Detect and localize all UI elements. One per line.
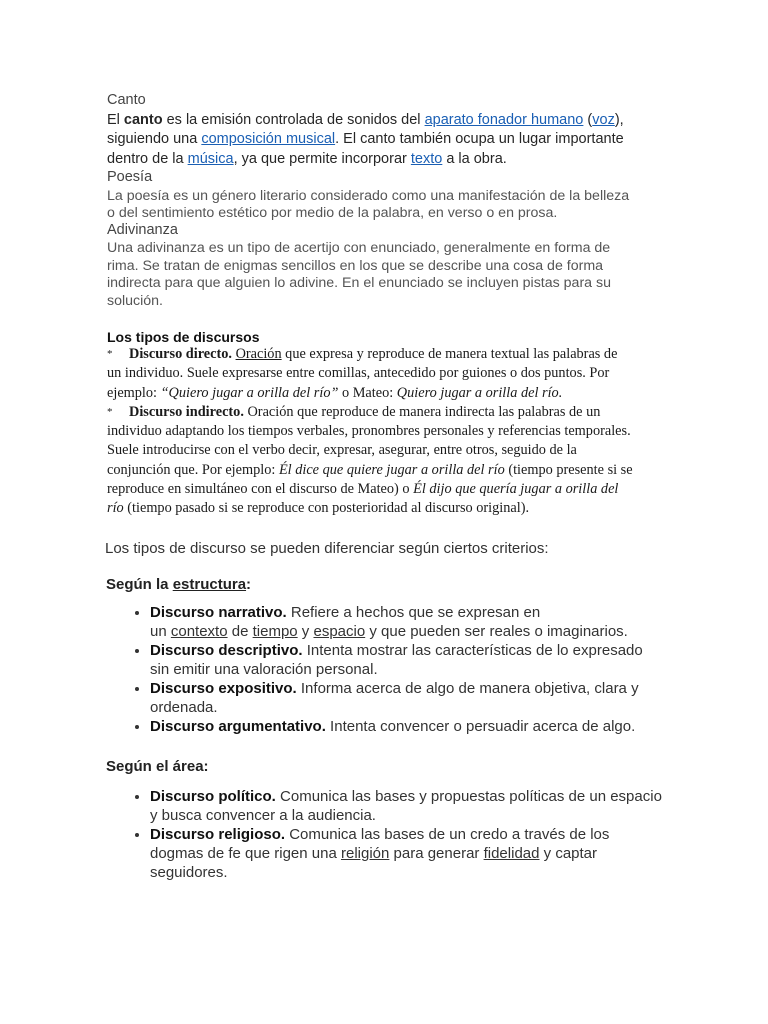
list-item	[150, 641, 666, 679]
item-label: Discurso descriptivo.	[150, 642, 303, 659]
item-label: Discurso político.	[150, 788, 276, 805]
text: (tiempo pasado si se reproduce con posterioridad al discurso original).	[123, 500, 530, 517]
text: y	[297, 623, 314, 640]
list-item	[150, 717, 666, 736]
oracion-word: Oración	[235, 346, 282, 362]
area-heading: Según el área:	[106, 758, 209, 775]
directo-quote-1: “Quiero jugar a orilla del río”	[160, 384, 339, 401]
text: El	[107, 111, 124, 128]
indirecto-quote-1: Él dice que quiere jugar a orilla del río	[278, 461, 505, 478]
canto-section	[107, 91, 667, 169]
text: un	[150, 623, 171, 640]
link-aparato-fonador[interactable]: aparato fonador humano	[424, 111, 584, 128]
discurso-indirecto-paragraph	[107, 403, 667, 519]
indirecto-line-5	[107, 480, 667, 499]
text: dogmas de fe que rigen una	[150, 845, 341, 862]
text: (tiempo presente si se	[504, 461, 633, 478]
tipos-section	[107, 329, 667, 519]
text: Comunica las bases de un credo a través de los	[285, 826, 610, 843]
text: conjunción que. Por ejemplo:	[107, 461, 279, 478]
list-item	[150, 679, 666, 717]
canto-bold-word: canto	[123, 111, 163, 128]
text: a la obra.	[442, 150, 507, 167]
estructura-link[interactable]: estructura	[172, 576, 247, 593]
poesia-title: Poesía	[107, 169, 153, 185]
text: ejemplo:	[107, 384, 161, 401]
adivinanza-line-2: rima. Se tratan de enigmas sencillos en los que se describe una cosa de forma	[107, 257, 604, 274]
directo-line-3	[107, 384, 667, 403]
item-label: Discurso religioso.	[150, 826, 286, 843]
link-composicion-musical[interactable]: composición musical	[201, 131, 336, 147]
indirecto-line-2: individuo adaptando los tiempos verbales, pronombres personales y referencias temporales.	[107, 423, 631, 440]
text: y captar	[539, 845, 598, 862]
poesia-section	[107, 168, 677, 222]
text: o Mateo:	[338, 384, 397, 401]
adivinanza-title: Adivinanza	[107, 222, 178, 238]
text: Refiere a hechos que se expresan en	[286, 604, 541, 621]
canto-title: Canto	[107, 92, 146, 108]
item-label: Discurso narrativo.	[150, 604, 287, 621]
text: dentro de la	[107, 150, 188, 167]
indirecto-line-6	[107, 499, 667, 518]
text: Intenta mostrar las características de lo expresado	[302, 642, 643, 659]
link-texto[interactable]: texto	[410, 150, 443, 167]
discurso-directo-paragraph	[107, 345, 667, 403]
link-fidelidad[interactable]: fidelidad	[483, 845, 540, 862]
link-tiempo[interactable]: tiempo	[252, 623, 298, 640]
link-musica[interactable]: música	[187, 150, 234, 167]
text: (	[583, 111, 593, 128]
text: Según la	[106, 576, 173, 593]
text: :	[246, 576, 252, 593]
text: Informa acerca de algo de manera objetiva, clara y	[296, 680, 639, 697]
text: sin emitir una valoración personal.	[150, 661, 378, 678]
item-label: Discurso expositivo.	[150, 680, 297, 697]
bullet-star-icon: *	[107, 348, 113, 360]
tipos-title: Los tipos de discursos	[107, 329, 260, 345]
link-espacio[interactable]: espacio	[313, 623, 366, 640]
canto-line-3	[107, 150, 667, 170]
text: que expresa y reproduce de manera textual las palabras de	[281, 346, 618, 362]
list-item	[150, 787, 666, 825]
item-label: Discurso argumentativo.	[150, 718, 326, 735]
text: y que pueden ser reales o imaginarios.	[365, 623, 628, 640]
adivinanza-section	[107, 222, 677, 310]
directo-quote-2: Quiero jugar a orilla del río.	[396, 384, 563, 401]
criterios-intro: Los tipos de discurso se pueden diferenciar según ciertos criterios:	[105, 540, 549, 557]
estructura-section	[106, 576, 666, 736]
indirecto-line-1	[107, 403, 667, 422]
text: de	[227, 623, 253, 640]
text: Oración que reproduce de manera indirecta las palabras de un	[243, 403, 601, 420]
directo-line-1	[107, 345, 667, 364]
link-contexto[interactable]: contexto	[170, 623, 228, 640]
directo-label: Discurso directo.	[129, 346, 232, 362]
indirecto-line-4	[107, 461, 667, 480]
text: Intenta convencer o persuadir acerca de algo.	[325, 718, 636, 735]
list-item	[150, 825, 666, 882]
link-religion[interactable]: religión	[340, 845, 390, 862]
text: seguidores.	[150, 864, 228, 881]
estructura-heading	[106, 576, 666, 593]
area-list	[106, 787, 666, 882]
text: . El canto también ocupa un lugar importante	[335, 131, 624, 147]
text: siguiendo una	[107, 131, 202, 147]
directo-line-2: un individuo. Suele expresarse entre comillas, antecedido por guiones o dos puntos. Por	[107, 365, 610, 382]
adivinanza-line-3: indirecta para que alguien lo adivine. En el enunciado se incluyen pistas para su	[107, 275, 611, 291]
poesia-line-1: La poesía es un género literario considerado como una manifestación de la belleza	[107, 187, 630, 204]
area-section	[106, 758, 666, 882]
estructura-list	[106, 603, 666, 736]
adivinanza-line-1: Una adivinanza es un tipo de acertijo con enunciado, generalmente en forma de	[107, 240, 611, 256]
canto-line-1	[107, 111, 667, 131]
link-voz[interactable]: voz	[592, 111, 615, 128]
list-item	[150, 603, 666, 641]
text: y busca convencer a la audiencia.	[150, 807, 376, 824]
text: , ya que permite incorporar	[233, 150, 411, 167]
text: Comunica las bases y propuestas políticas de un espacio	[275, 788, 662, 805]
canto-line-2	[107, 130, 667, 150]
bullet-star-icon: *	[107, 405, 113, 418]
indirecto-line-3: Suele introducirse con el verbo decir, expresar, asegurar, entre otros, seguido de la	[107, 442, 577, 459]
text: reproduce en simultáneo con el discurso de Mateo) o	[107, 481, 414, 498]
text: ),	[614, 111, 624, 128]
text: ordenada.	[150, 699, 218, 716]
poesia-line-2: o del sentimiento estético por medio de la palabra, en verso o en prosa.	[107, 204, 558, 221]
indirecto-label: Discurso indirecto.	[129, 403, 244, 420]
indirecto-quote-2a: Él dijo que quería jugar a orilla del	[413, 481, 619, 498]
text: es la emisión controlada de sonidos del	[162, 111, 425, 128]
text: para generar	[389, 845, 484, 862]
indirecto-quote-2b: río	[107, 500, 124, 517]
adivinanza-line-4: solución.	[107, 292, 163, 309]
